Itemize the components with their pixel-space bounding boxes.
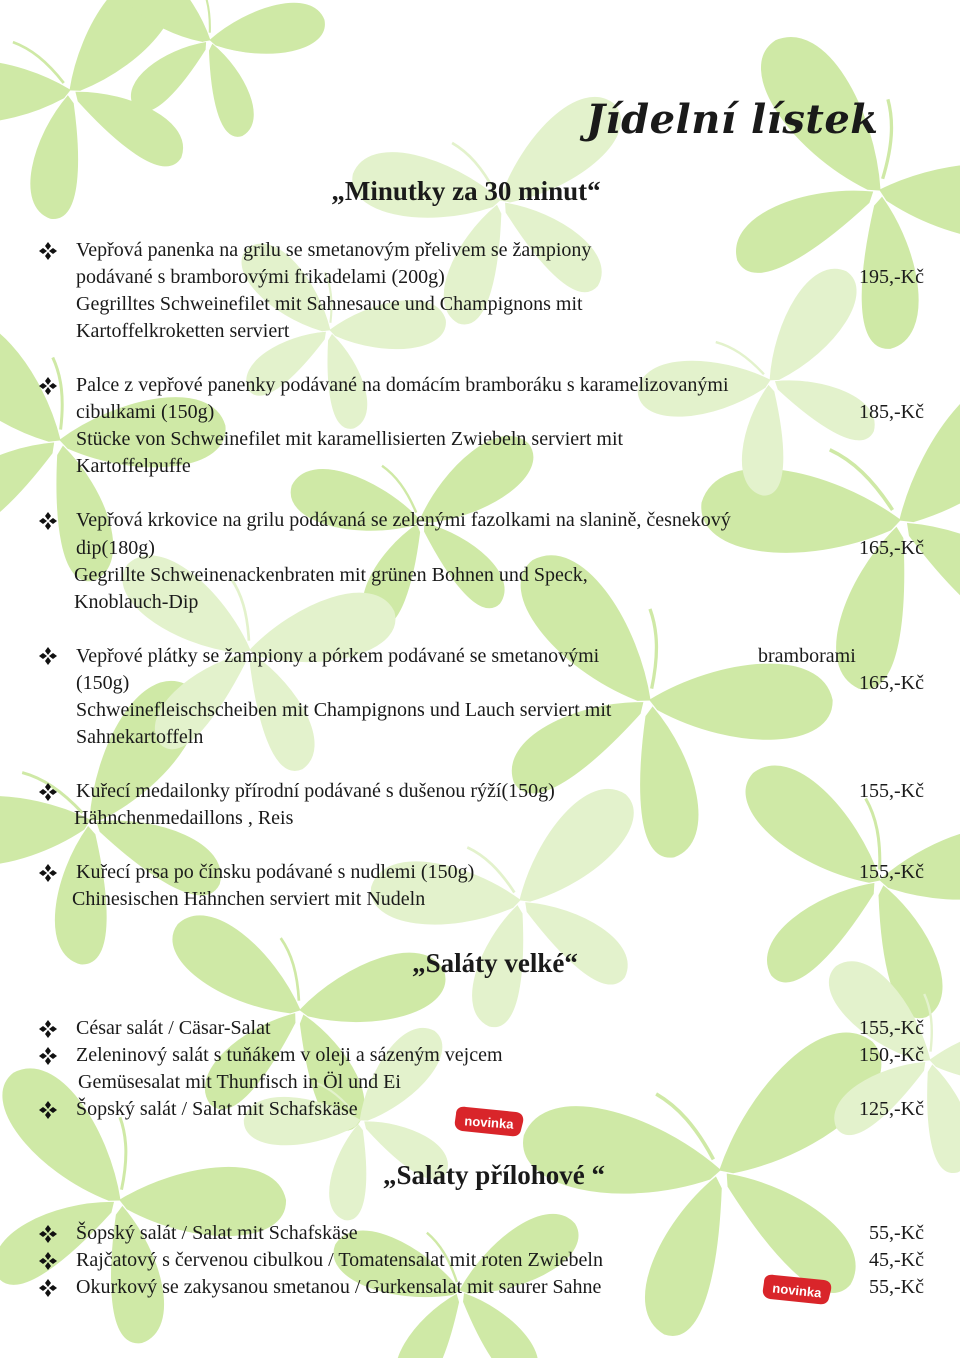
item-line-translation: Kartoffelkroketten serviert: [76, 320, 290, 342]
item-price: 165,-Kč: [859, 537, 924, 559]
item-line-translation: Schweinefleischscheiben mit Champignons und Lauch serviert mit: [76, 699, 612, 721]
item-price: 55,-Kč: [869, 1276, 924, 1298]
item-line: (150g): [76, 672, 130, 694]
item-line-translation: Sahnekartoffeln: [76, 726, 204, 748]
item-line: Vepřová krkovice na grilu podávaná se zelenými fazolkami na slanině, česnekový: [76, 509, 731, 531]
item-price: 125,-Kč: [859, 1098, 924, 1120]
item-price: 55,-Kč: [869, 1222, 924, 1244]
diamond-bullet-icon: [38, 782, 58, 802]
item-line-translation: Gegrillte Schweinenackenbraten mit grünen Bohnen und Speck,: [74, 564, 588, 586]
page-title: Jídelní lístek: [586, 96, 879, 143]
novinka-badge-icon: [452, 1104, 526, 1138]
item-line-translation: Knoblauch-Dip: [74, 591, 199, 613]
item-line: cibulkami (150g): [76, 401, 215, 423]
item-line: César salát / Cäsar-Salat: [76, 1017, 271, 1039]
item-line: dip(180g): [76, 537, 155, 559]
item-line: Vepřové plátky se žampiony a pórkem podávané se smetanovými: [76, 645, 600, 667]
item-line: Kuřecí medailonky přírodní podávané s dušenou rýží(150g): [76, 780, 555, 802]
badge-label: novinka: [463, 1113, 514, 1132]
diamond-bullet-icon: [38, 1046, 58, 1066]
item-line-translation: Chinesischen Hähnchen serviert mit Nudeln: [72, 888, 426, 910]
diamond-bullet-icon: [38, 511, 58, 531]
diamond-bullet-icon: [38, 376, 58, 396]
item-line: Okurkový se zakysanou smetanou / Gurkensalat mit saurer Sahne: [76, 1276, 602, 1298]
item-line: Palce z vepřové panenky podávané na domácím bramboráku s karamelizovanými: [76, 374, 729, 396]
item-price: 155,-Kč: [859, 1017, 924, 1039]
item-price: 195,-Kč: [859, 266, 924, 288]
item-line-translation: Gemüsesalat mit Thunfisch in Öl und Ei: [78, 1071, 401, 1093]
item-line-translation: Stücke von Schweinefilet mit karamellisierten Zwiebeln serviert mit: [76, 428, 624, 450]
item-price: 150,-Kč: [859, 1044, 924, 1066]
diamond-bullet-icon: [38, 1100, 58, 1120]
section-heading-minutky: „Minutky za 30 minut“: [331, 176, 601, 206]
section-heading-salaty-prilohove: „Saláty přílohové “: [382, 1160, 605, 1190]
item-line-translation: Hähnchenmedaillons , Reis: [74, 807, 294, 829]
diamond-bullet-icon: [38, 1278, 58, 1298]
item-line: Zeleninový salát s tuňákem v oleji a sázeným vejcem: [76, 1044, 503, 1066]
item-line: Šopský salát / Salat mit Schafskäse: [76, 1098, 358, 1120]
item-line: podávané s bramborovými frikadelami (200g): [76, 266, 445, 288]
diamond-bullet-icon: [38, 1019, 58, 1039]
item-line-translation: Gegrilltes Schweinefilet mit Sahnesauce und Champignons mit: [76, 293, 583, 315]
item-line: Rajčatový s červenou cibulkou / Tomatensalat mit roten Zwiebeln: [76, 1249, 603, 1271]
item-line: bramborami: [758, 645, 856, 667]
item-price: 185,-Kč: [859, 401, 924, 423]
item-line: Vepřová panenka na grilu se smetanovým přelivem se žampiony: [76, 239, 592, 261]
item-line: Kuřecí prsa po čínsku podávané s nudlemi (150g): [76, 861, 475, 883]
item-price: 45,-Kč: [869, 1249, 924, 1271]
item-price: 165,-Kč: [859, 672, 924, 694]
section-heading-salaty-velke: „Saláty velké“: [412, 948, 578, 978]
item-price: 155,-Kč: [859, 861, 924, 883]
item-line: Šopský salát / Salat mit Schafskäse: [76, 1222, 358, 1244]
item-price: 155,-Kč: [859, 780, 924, 802]
novinka-badge-icon: [760, 1272, 834, 1306]
diamond-bullet-icon: [38, 1224, 58, 1244]
diamond-bullet-icon: [38, 241, 58, 261]
diamond-bullet-icon: [38, 863, 58, 883]
diamond-bullet-icon: [38, 1251, 58, 1271]
item-line-translation: Kartoffelpuffe: [76, 455, 191, 477]
diamond-bullet-icon: [38, 646, 58, 666]
badge-label: novinka: [771, 1280, 823, 1301]
